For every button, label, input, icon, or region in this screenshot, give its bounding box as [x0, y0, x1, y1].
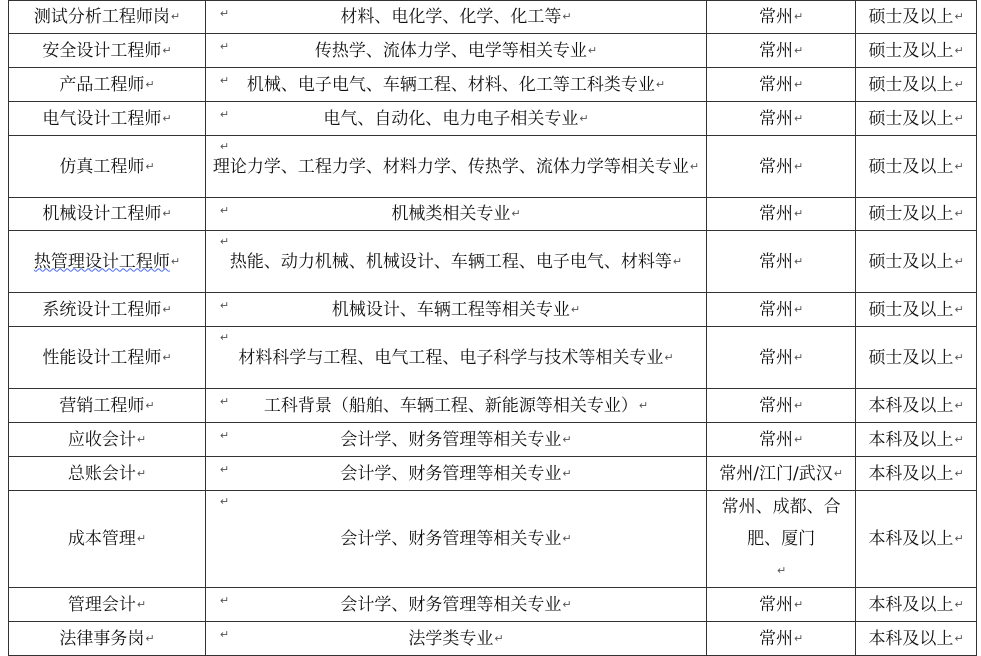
degree-cell-text: 硕士及以上	[868, 251, 954, 272]
degree-cell-text: 硕士及以上	[868, 40, 954, 61]
position-cell-text: 应收会计	[67, 429, 136, 450]
degree-cell	[856, 293, 977, 327]
paragraph-mark-icon: ↵	[794, 398, 804, 412]
degree-cell	[856, 1, 977, 34]
degree-cell-text: 硕士及以上	[868, 108, 954, 129]
paragraph-mark-icon: ↵	[655, 77, 666, 91]
paragraph-mark-icon: ↵	[794, 631, 804, 645]
paragraph-mark-icon: ↵	[511, 207, 521, 220]
paragraph-mark-icon: ↵	[954, 597, 964, 611]
degree-cell	[856, 622, 977, 656]
table-row	[9, 423, 977, 457]
paragraph-mark-icon: ↵	[954, 10, 964, 23]
paragraph-mark-icon: ↵	[219, 331, 230, 344]
paragraph-mark-icon: ↵	[664, 350, 674, 364]
degree-cell	[856, 457, 977, 491]
position-cell	[9, 136, 206, 198]
paragraph-mark-icon: ↵	[954, 77, 964, 91]
major-cell-text: 会计学、财务管理等相关专业	[340, 529, 562, 549]
position-cell	[9, 293, 206, 327]
location-cell-text: 常州	[759, 429, 793, 450]
degree-cell	[856, 136, 977, 198]
position-cell	[9, 34, 206, 68]
major-cell-text: 电气、自动化、电力电子相关专业	[323, 108, 579, 129]
paragraph-mark-icon: ↵	[219, 204, 230, 217]
table-row	[9, 389, 977, 423]
major-cell	[205, 198, 706, 231]
table-row	[9, 622, 977, 656]
degree-cell-text: 本科及以上	[868, 594, 954, 615]
position-cell-text: 性能设计工程师	[42, 347, 162, 368]
paragraph-mark-icon: ↵	[219, 628, 230, 641]
paragraph-mark-icon: ↵	[794, 111, 804, 125]
paragraph-mark-icon: ↵	[136, 597, 147, 611]
paragraph-mark-icon: ↵	[219, 495, 230, 508]
table-row	[9, 102, 977, 136]
paragraph-mark-icon: ↵	[145, 398, 155, 412]
position-cell-text: 安全设计工程师	[42, 40, 162, 61]
paragraph-mark-icon: ↵	[954, 466, 964, 480]
table-row	[9, 68, 977, 102]
degree-cell-text: 硕士及以上	[868, 7, 954, 27]
location-cell-text: 常州	[759, 108, 793, 129]
paragraph-mark-icon: ↵	[562, 10, 572, 23]
major-cell-text: 理论力学、工程力学、材料力学、传热学、流体力学等相关专业	[212, 156, 689, 177]
major-cell-text: 法学类专业	[408, 628, 494, 649]
degree-cell-text: 硕士及以上	[868, 156, 954, 177]
location-cell	[707, 588, 856, 622]
paragraph-mark-icon: ↵	[954, 159, 964, 173]
paragraph-mark-icon: ↵	[954, 350, 964, 364]
degree-cell-text: 本科及以上	[868, 429, 954, 450]
paragraph-mark-icon: ↵	[562, 466, 572, 480]
paragraph-mark-icon: ↵	[219, 235, 230, 248]
major-cell-text: 材料、电化学、化学、化工等	[340, 7, 562, 27]
paragraph-mark-icon: ↵	[954, 432, 964, 446]
position-cell	[9, 457, 206, 491]
paragraph-mark-icon: ↵	[219, 140, 230, 153]
table-row	[9, 136, 977, 198]
position-cell-text: 热管理设计工程师	[33, 251, 170, 272]
major-cell-text: 机械设计、车辆工程等相关专业	[331, 299, 570, 320]
major-cell	[205, 423, 706, 457]
paragraph-mark-icon: ↵	[794, 207, 804, 220]
position-cell-text: 法律事务岗	[59, 628, 145, 649]
paragraph-mark-icon: ↵	[579, 111, 589, 125]
major-cell	[205, 68, 706, 102]
paragraph-mark-icon: ↵	[794, 254, 804, 268]
paragraph-mark-icon: ↵	[562, 532, 572, 545]
major-cell-text: 会计学、财务管理等相关专业	[340, 429, 562, 450]
table-row	[9, 327, 977, 389]
paragraph-mark-icon: ↵	[162, 43, 172, 57]
location-cell	[707, 198, 856, 231]
paragraph-mark-icon: ↵	[219, 395, 230, 408]
major-cell	[205, 34, 706, 68]
paragraph-mark-icon: ↵	[219, 108, 230, 121]
paragraph-mark-icon: ↵	[954, 207, 964, 220]
location-cell	[707, 293, 856, 327]
degree-cell	[856, 588, 977, 622]
position-cell	[9, 1, 206, 34]
location-cell	[707, 423, 856, 457]
major-cell	[205, 457, 706, 491]
location-cell-text: 常州	[759, 156, 793, 177]
paragraph-mark-icon: ↵	[954, 398, 964, 412]
location-cell-text: 常州	[759, 594, 793, 615]
position-cell	[9, 102, 206, 136]
major-cell	[205, 588, 706, 622]
position-cell	[9, 198, 206, 231]
location-cell-text: 常州/江门/武汉	[719, 463, 833, 484]
location-cell-text: 常州	[759, 7, 793, 27]
location-cell	[707, 102, 856, 136]
paragraph-mark-icon: ↵	[219, 40, 230, 53]
position-cell-text: 产品工程师	[59, 74, 145, 95]
major-cell	[205, 1, 706, 34]
location-cell	[707, 68, 856, 102]
major-cell	[205, 102, 706, 136]
paragraph-mark-icon: ↵	[794, 350, 804, 364]
paragraph-mark-icon: ↵	[219, 299, 230, 312]
paragraph-mark-icon: ↵	[136, 466, 147, 480]
position-cell-text: 仿真工程师	[59, 156, 145, 177]
position-cell-text: 总账会计	[67, 463, 136, 484]
paragraph-mark-icon: ↵	[587, 43, 598, 57]
table-row	[9, 34, 977, 68]
paragraph-mark-icon: ↵	[954, 43, 964, 57]
table-row	[9, 457, 977, 491]
degree-cell	[856, 389, 977, 423]
paragraph-mark-icon: ↵	[689, 159, 700, 173]
table-row	[9, 231, 977, 293]
position-cell	[9, 423, 206, 457]
location-cell	[707, 491, 856, 588]
paragraph-mark-icon: ↵	[794, 432, 804, 446]
location-cell	[707, 136, 856, 198]
location-cell-text: 常州	[759, 40, 793, 61]
degree-cell	[856, 34, 977, 68]
major-cell	[205, 622, 706, 656]
degree-cell	[856, 68, 977, 102]
table-row	[9, 491, 977, 588]
major-cell-text: 工科背景（船舶、车辆工程、新能源等相关专业）	[263, 395, 638, 416]
paragraph-mark-icon: ↵	[833, 466, 843, 480]
paragraph-mark-icon: ↵	[162, 350, 172, 364]
major-cell	[205, 136, 706, 198]
position-cell	[9, 68, 206, 102]
paragraph-mark-icon: ↵	[219, 7, 230, 20]
major-cell	[205, 491, 706, 588]
location-cell-text: 常州、成都、合肥、厦门	[721, 497, 841, 549]
paragraph-mark-icon: ↵	[954, 631, 964, 645]
paragraph-mark-icon: ↵	[219, 463, 230, 476]
degree-cell-text: 硕士及以上	[868, 204, 954, 224]
paragraph-mark-icon: ↵	[954, 254, 964, 268]
position-cell	[9, 588, 206, 622]
degree-cell	[856, 198, 977, 231]
degree-cell-text: 硕士及以上	[868, 74, 954, 95]
major-cell	[205, 327, 706, 389]
position-cell	[9, 491, 206, 588]
major-cell	[205, 231, 706, 293]
location-cell-text: 常州	[759, 395, 793, 416]
paragraph-mark-icon: ↵	[162, 207, 172, 220]
paragraph-mark-icon: ↵	[145, 159, 155, 173]
paragraph-mark-icon: ↵	[562, 597, 572, 611]
paragraph-mark-icon: ↵	[672, 254, 683, 268]
degree-cell	[856, 491, 977, 588]
paragraph-mark-icon: ↵	[954, 532, 964, 545]
paragraph-mark-icon: ↵	[794, 302, 804, 316]
degree-cell	[856, 423, 977, 457]
paragraph-mark-icon: ↵	[170, 10, 181, 23]
position-cell	[9, 231, 206, 293]
paragraph-mark-icon: ↵	[219, 594, 230, 607]
paragraph-mark-icon: ↵	[494, 631, 504, 645]
paragraph-mark-icon: ↵	[162, 111, 172, 125]
paragraph-mark-icon: ↵	[570, 302, 581, 316]
paragraph-mark-icon: ↵	[794, 43, 804, 57]
paragraph-mark-icon: ↵	[145, 631, 155, 645]
degree-cell-text: 本科及以上	[868, 529, 954, 549]
degree-cell-text: 本科及以上	[868, 395, 954, 416]
recruitment-table	[8, 0, 977, 656]
major-cell-text: 机械、电子电气、车辆工程、材料、化工等工科类专业	[246, 74, 655, 95]
major-cell-text: 传热学、流体力学、电学等相关专业	[314, 40, 587, 61]
position-cell	[9, 622, 206, 656]
paragraph-mark-icon: ↵	[954, 111, 964, 125]
degree-cell-text: 本科及以上	[868, 628, 954, 649]
paragraph-mark-icon: ↵	[794, 597, 804, 611]
paragraph-mark-icon: ↵	[136, 532, 147, 545]
paragraph-mark-icon: ↵	[794, 10, 804, 23]
position-cell-text: 电气设计工程师	[42, 108, 162, 129]
paragraph-mark-icon: ↵	[794, 159, 804, 173]
major-cell	[205, 389, 706, 423]
location-cell-text: 常州	[759, 299, 793, 320]
table-row	[9, 293, 977, 327]
paragraph-mark-icon: ↵	[954, 302, 964, 316]
paragraph-mark-icon: ↵	[638, 398, 649, 412]
paragraph-mark-icon: ↵	[219, 429, 230, 442]
table-row	[9, 588, 977, 622]
position-cell-text: 测试分析工程师岗	[33, 7, 170, 27]
location-cell-text: 常州	[759, 347, 793, 368]
position-cell-text: 成本管理	[67, 529, 136, 549]
location-cell-text: 常州	[759, 74, 793, 95]
degree-cell-text: 硕士及以上	[868, 299, 954, 320]
degree-cell-text: 本科及以上	[868, 463, 954, 484]
paragraph-mark-icon: ↵	[794, 77, 804, 91]
major-cell-text: 会计学、财务管理等相关专业	[340, 594, 562, 615]
paragraph-mark-icon: ↵	[162, 302, 172, 316]
location-cell	[707, 1, 856, 34]
paragraph-mark-icon: ↵	[145, 77, 155, 91]
degree-cell	[856, 102, 977, 136]
major-cell-text: 机械类相关专业	[391, 204, 511, 224]
position-cell-text: 机械设计工程师	[42, 204, 162, 224]
position-cell-text: 系统设计工程师	[42, 299, 162, 320]
paragraph-mark-icon: ↵	[136, 432, 147, 446]
location-cell-text: 常州	[759, 628, 793, 649]
position-cell	[9, 327, 206, 389]
location-cell	[707, 327, 856, 389]
position-cell-text: 营销工程师	[59, 395, 145, 416]
degree-cell	[856, 327, 977, 389]
location-cell-text: 常州	[759, 251, 793, 272]
paragraph-mark-icon: ↵	[777, 564, 787, 577]
paragraph-mark-icon: ↵	[562, 432, 572, 446]
major-cell-text: 会计学、财务管理等相关专业	[340, 463, 562, 484]
location-cell	[707, 34, 856, 68]
degree-cell-text: 硕士及以上	[868, 347, 954, 368]
table-row	[9, 198, 977, 231]
paragraph-mark-icon: ↵	[170, 254, 181, 268]
major-cell-text: 材料科学与工程、电气工程、电子科学与技术等相关专业	[238, 347, 664, 368]
location-cell	[707, 457, 856, 491]
paragraph-mark-icon: ↵	[219, 74, 230, 87]
location-cell	[707, 622, 856, 656]
location-cell-text: 常州	[759, 204, 793, 224]
major-cell-text: 热能、动力机械、机械设计、车辆工程、电子电气、材料等	[229, 251, 672, 272]
location-cell	[707, 389, 856, 423]
major-cell	[205, 293, 706, 327]
table-body	[9, 1, 977, 656]
degree-cell	[856, 231, 977, 293]
table-row	[9, 1, 977, 34]
location-cell	[707, 231, 856, 293]
position-cell-text: 管理会计	[67, 594, 136, 615]
position-cell	[9, 389, 206, 423]
